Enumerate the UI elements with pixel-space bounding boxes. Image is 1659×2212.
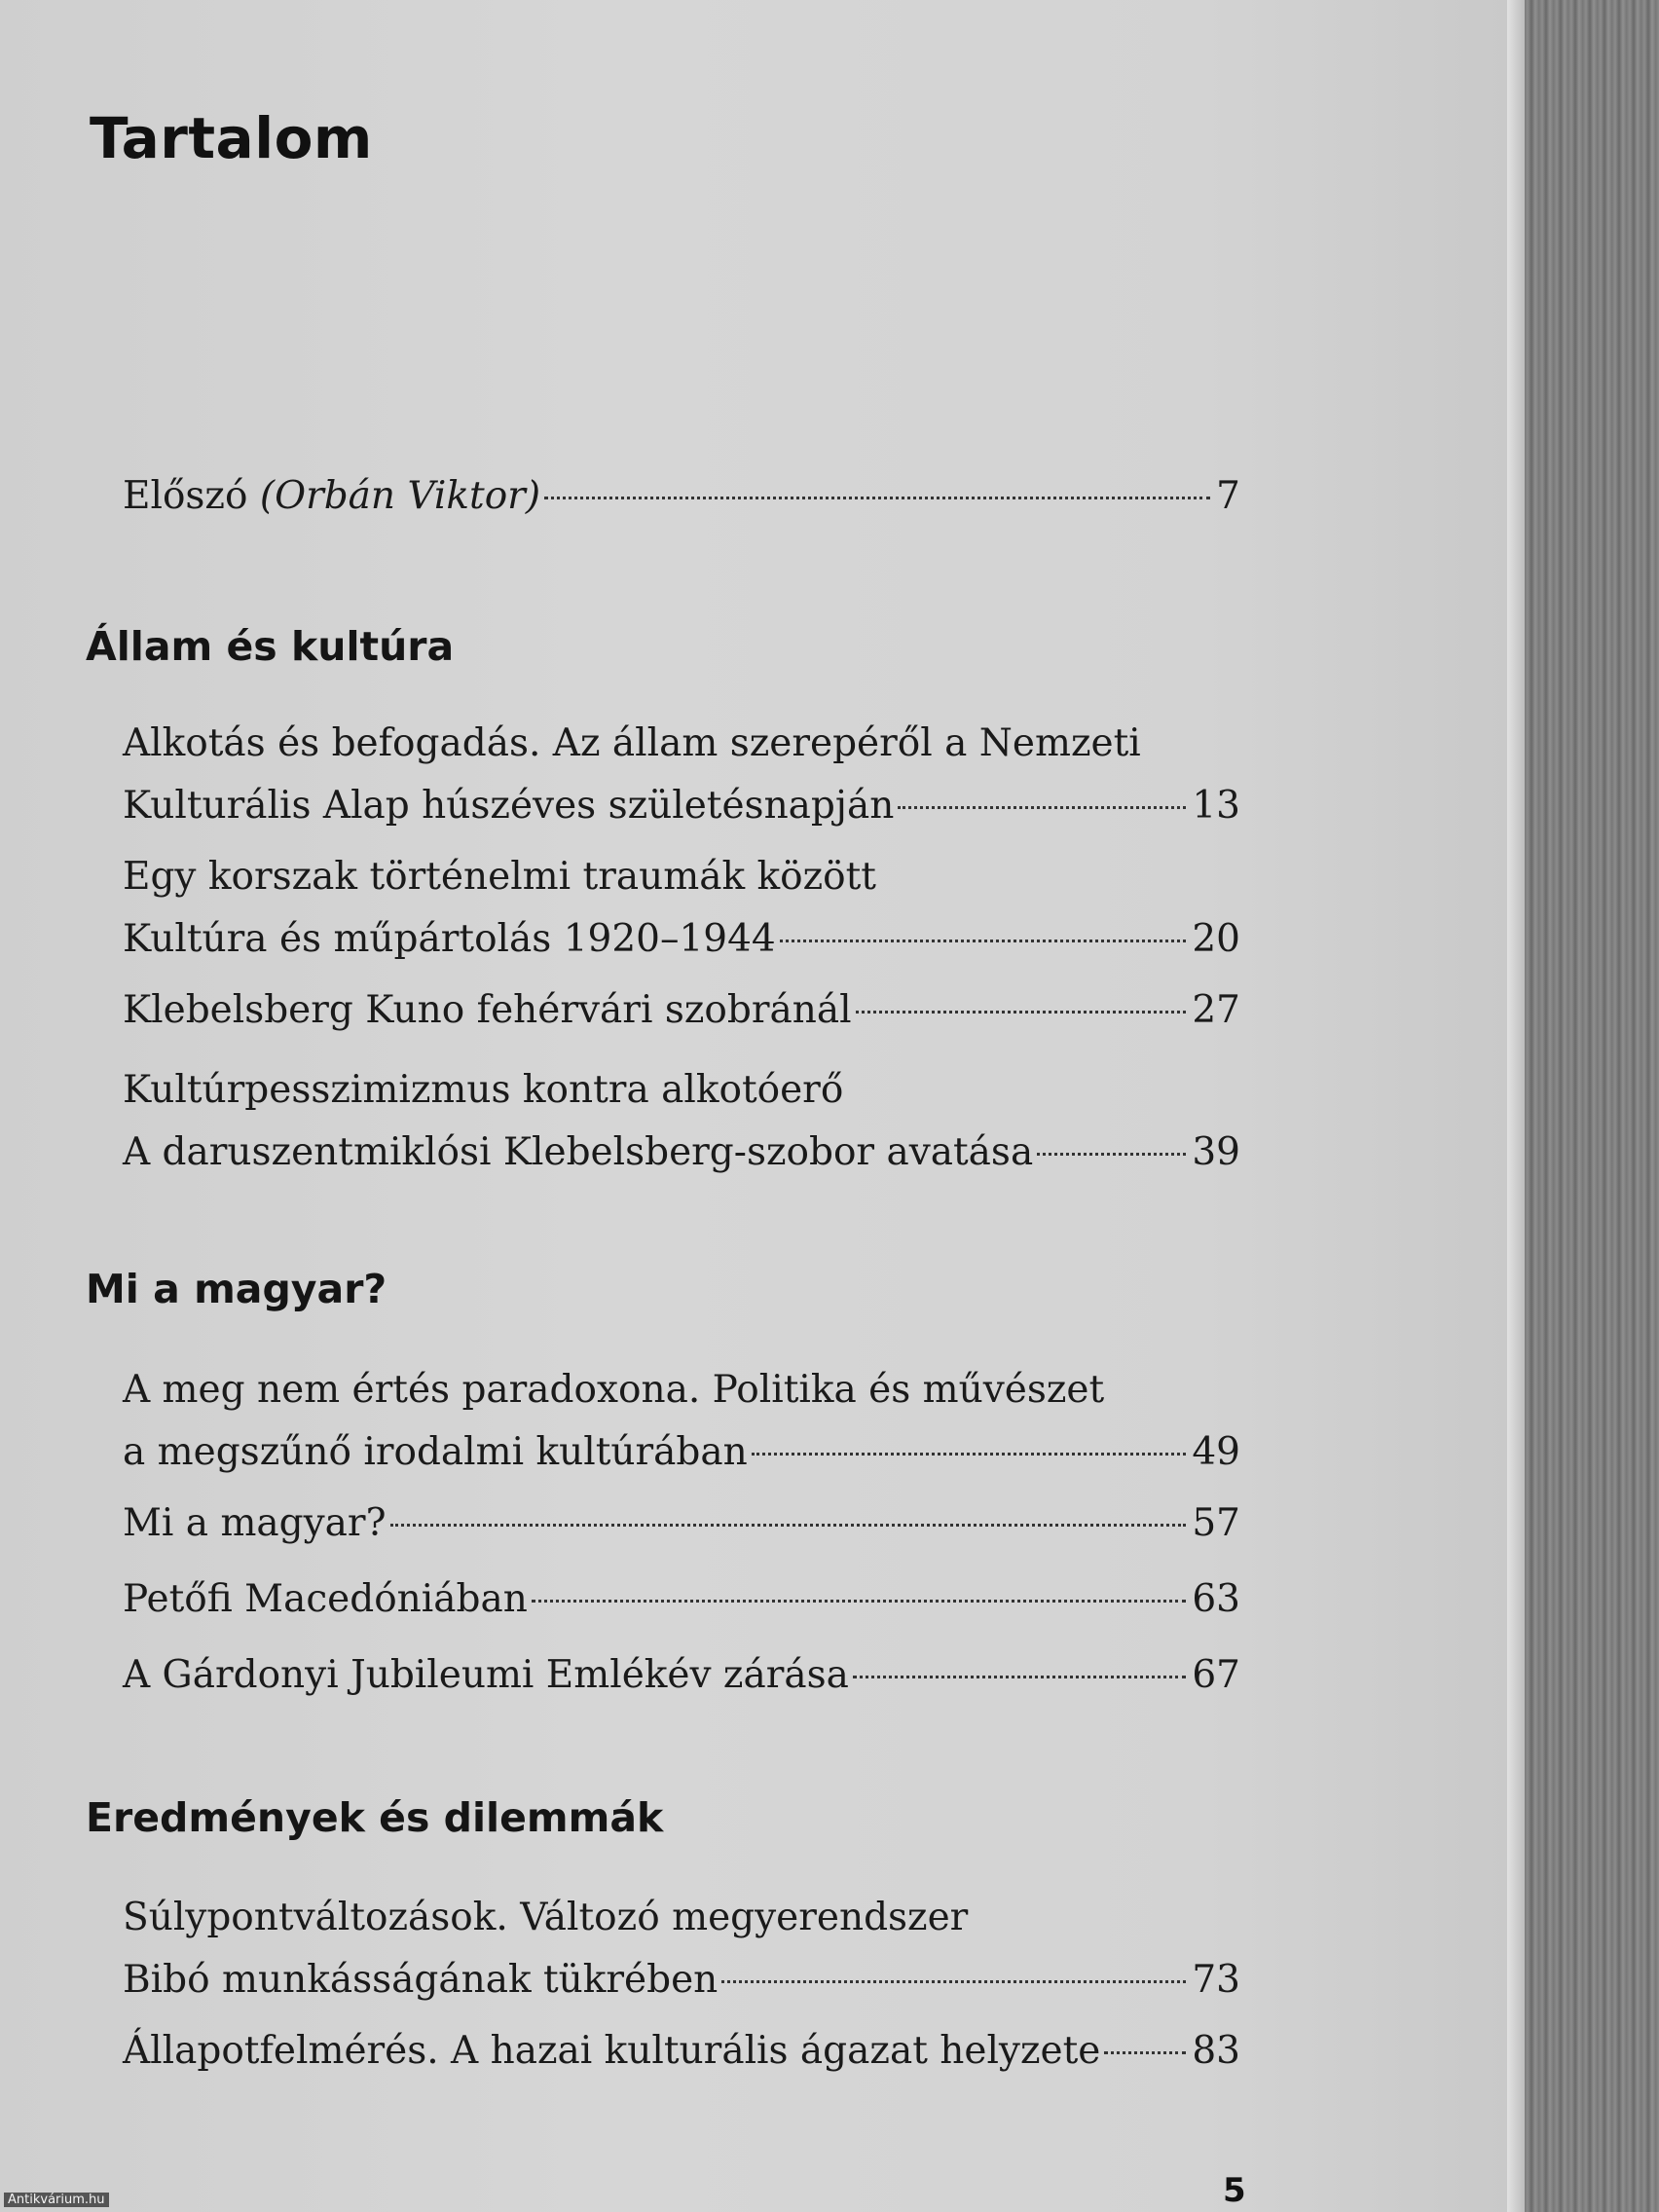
toc-entry-line: Alkotás és befogadás. Az állam szerepéről a Nemzeti <box>123 721 1141 765</box>
toc-entry <box>123 979 1240 1042</box>
toc-entry-line: Bibó munkásságának tükrében <box>123 1958 719 2002</box>
toc-entry-line: Egy korszak történelmi traumák között <box>123 855 876 899</box>
toc-entry <box>123 1493 1240 1555</box>
dot-leader <box>544 497 1210 499</box>
dot-leader <box>1037 1153 1186 1156</box>
toc-page-number: 49 <box>1192 1430 1240 1474</box>
toc-entry <box>123 1059 1240 1184</box>
toc-entry-line: A Gárdonyi Jubileumi Emlékév zárása <box>123 1653 849 1697</box>
dot-leader <box>780 940 1187 942</box>
dot-leader <box>898 806 1186 809</box>
toc-entry-line: Kulturális Alap húszéves születésnapján <box>123 784 895 828</box>
dot-leader <box>752 1453 1187 1456</box>
dot-leader <box>856 1011 1187 1014</box>
section-heading-allam-es-kultura: Állam és kultúra <box>86 623 455 670</box>
toc-entry-line: A meg nem értés paradoxona. Politika és művészet <box>123 1368 1105 1412</box>
section-heading-mi-a-magyar: Mi a magyar? <box>86 1266 387 1312</box>
toc-entry <box>123 846 1240 971</box>
toc-entry-line: Mi a magyar? <box>123 1501 387 1545</box>
toc-entry-line: Petőfi Macedóniában <box>123 1577 528 1621</box>
toc-page-number: 13 <box>1192 784 1240 828</box>
dot-leader <box>721 1980 1186 1983</box>
toc-entry-line: Súlypontváltozások. Változó megyerendszer <box>123 1896 969 1939</box>
toc-entry-line: A daruszentmiklósi Klebelsberg-szobor avatása <box>123 1130 1034 1174</box>
dot-leader <box>853 1676 1186 1678</box>
toc-page-number: 7 <box>1216 474 1240 518</box>
toc-entry-text: Előszó <box>123 474 260 518</box>
toc-entry <box>123 1359 1240 1484</box>
toc-entry-foreword <box>123 465 1240 528</box>
toc-entry <box>123 1644 1240 1707</box>
toc-page-number: 73 <box>1192 1958 1240 2002</box>
background-surface <box>1525 0 1659 2212</box>
page-number: 5 <box>1223 2171 1246 2210</box>
page-title: Tartalom <box>90 105 373 171</box>
dot-leader <box>1104 2051 1186 2054</box>
dot-leader <box>532 1600 1186 1603</box>
toc-entry-line: Kultúra és műpártolás 1920–1944 <box>123 917 776 961</box>
watermark: Antikvárium.hu <box>4 2193 109 2207</box>
toc-page-number: 27 <box>1192 988 1240 1032</box>
toc-entry-line: Klebelsberg Kuno fehérvári szobránál <box>123 988 852 1032</box>
toc-page-number: 57 <box>1192 1501 1240 1545</box>
section-heading-eredmenyek-es-dilemmak: Eredmények és dilemmák <box>86 1794 664 1841</box>
toc-entry-author: (Orbán Viktor) <box>259 474 541 518</box>
toc-entry <box>123 1887 1240 2011</box>
toc-entry-line: Állapotfelmérés. A hazai kulturális ágazat helyzete <box>123 2029 1101 2073</box>
toc-entry-line: a megszűnő irodalmi kultúrában <box>123 1430 748 1474</box>
toc-entry <box>123 713 1240 837</box>
toc-entry <box>123 1568 1240 1631</box>
dot-leader <box>390 1524 1187 1527</box>
toc-page-number: 20 <box>1192 917 1240 961</box>
page-edge <box>1507 0 1525 2212</box>
toc-page-number: 39 <box>1192 1130 1240 1174</box>
toc-entry <box>123 2020 1240 2083</box>
toc-page-number: 63 <box>1192 1577 1240 1621</box>
toc-page-number: 67 <box>1192 1653 1240 1697</box>
toc-page-number: 83 <box>1192 2029 1240 2073</box>
toc-entry-line: Kultúrpesszimizmus kontra alkotóerő <box>123 1068 844 1112</box>
